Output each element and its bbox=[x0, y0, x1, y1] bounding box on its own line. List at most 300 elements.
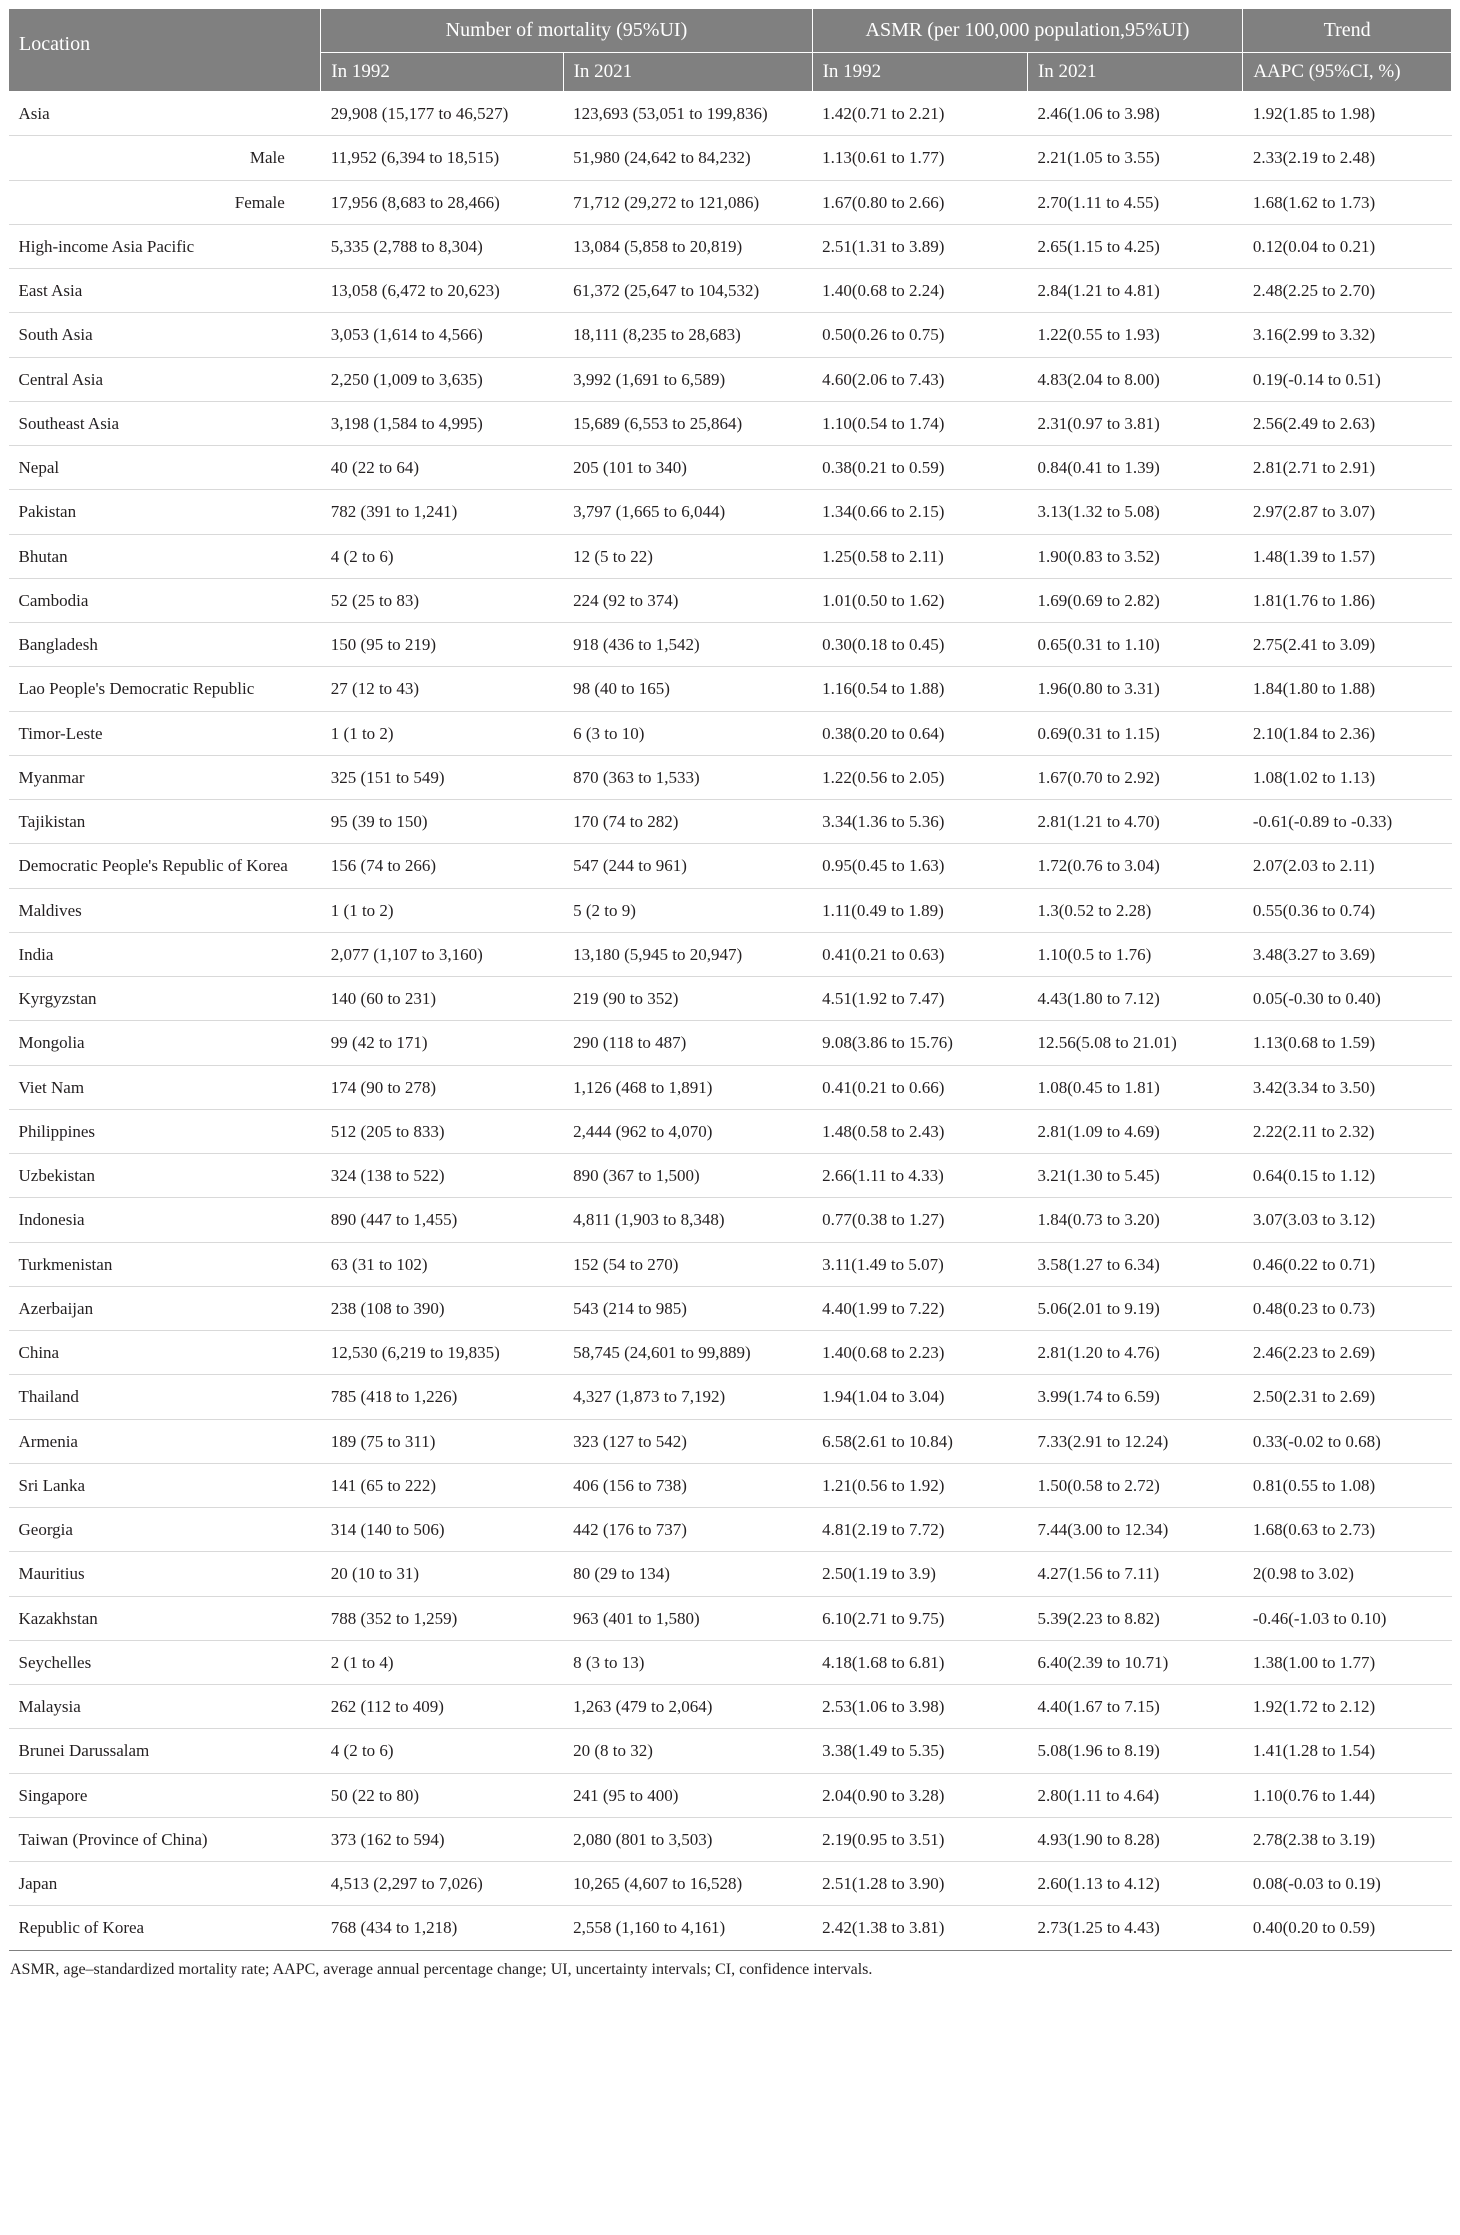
table-header-group-row bbox=[9, 9, 1452, 53]
row-number-1992: 63 (31 to 102) bbox=[321, 1242, 563, 1286]
row-number-1992: 324 (138 to 522) bbox=[321, 1154, 563, 1198]
row-asmr-2021: 1.3(0.52 to 2.28) bbox=[1027, 888, 1242, 932]
row-asmr-1992: 1.67(0.80 to 2.66) bbox=[812, 180, 1027, 224]
row-location: Democratic People's Republic of Korea bbox=[9, 844, 321, 888]
row-number-2021: 963 (401 to 1,580) bbox=[563, 1596, 812, 1640]
row-asmr-1992: 0.41(0.21 to 0.66) bbox=[812, 1065, 1027, 1109]
row-number-1992: 2,250 (1,009 to 3,635) bbox=[321, 357, 563, 401]
header-group-trend: Trend bbox=[1243, 9, 1452, 53]
row-location: Nepal bbox=[9, 446, 321, 490]
row-number-2021: 4,327 (1,873 to 7,192) bbox=[563, 1375, 812, 1419]
row-aapc: 0.55(0.36 to 0.74) bbox=[1243, 888, 1452, 932]
table-footnote: ASMR, age–standardized mortality rate; AAPC, average annual percentage change; UI, uncertainty intervals; CI, confidence intervals. bbox=[10, 1960, 873, 1978]
row-asmr-2021: 7.33(2.91 to 12.24) bbox=[1027, 1419, 1242, 1463]
row-aapc: 2.78(2.38 to 3.19) bbox=[1243, 1817, 1452, 1861]
table-row bbox=[9, 977, 1452, 1021]
row-number-1992: 140 (60 to 231) bbox=[321, 977, 563, 1021]
row-asmr-1992: 1.94(1.04 to 3.04) bbox=[812, 1375, 1027, 1419]
row-location: India bbox=[9, 932, 321, 976]
row-number-2021: 323 (127 to 542) bbox=[563, 1419, 812, 1463]
row-asmr-2021: 3.99(1.74 to 6.59) bbox=[1027, 1375, 1242, 1419]
row-asmr-2021: 1.96(0.80 to 3.31) bbox=[1027, 667, 1242, 711]
row-aapc: 3.07(3.03 to 3.12) bbox=[1243, 1198, 1452, 1242]
row-number-2021: 4,811 (1,903 to 8,348) bbox=[563, 1198, 812, 1242]
row-number-2021: 2,080 (801 to 3,503) bbox=[563, 1817, 812, 1861]
row-location: Azerbaijan bbox=[9, 1286, 321, 1330]
row-aapc: 1.08(1.02 to 1.13) bbox=[1243, 755, 1452, 799]
row-asmr-2021: 1.72(0.76 to 3.04) bbox=[1027, 844, 1242, 888]
row-asmr-1992: 4.18(1.68 to 6.81) bbox=[812, 1640, 1027, 1684]
row-number-2021: 5 (2 to 9) bbox=[563, 888, 812, 932]
row-asmr-2021: 5.08(1.96 to 8.19) bbox=[1027, 1729, 1242, 1773]
row-asmr-1992: 3.34(1.36 to 5.36) bbox=[812, 800, 1027, 844]
row-number-2021: 71,712 (29,272 to 121,086) bbox=[563, 180, 812, 224]
row-aapc: 2.07(2.03 to 2.11) bbox=[1243, 844, 1452, 888]
row-asmr-1992: 1.11(0.49 to 1.89) bbox=[812, 888, 1027, 932]
row-asmr-2021: 1.69(0.69 to 2.82) bbox=[1027, 578, 1242, 622]
row-asmr-1992: 4.51(1.92 to 7.47) bbox=[812, 977, 1027, 1021]
table-row bbox=[9, 1817, 1452, 1861]
row-asmr-2021: 1.67(0.70 to 2.92) bbox=[1027, 755, 1242, 799]
row-asmr-1992: 2.50(1.19 to 3.9) bbox=[812, 1552, 1027, 1596]
row-location: Myanmar bbox=[9, 755, 321, 799]
row-number-1992: 768 (434 to 1,218) bbox=[321, 1906, 563, 1950]
row-number-1992: 238 (108 to 390) bbox=[321, 1286, 563, 1330]
row-number-2021: 20 (8 to 32) bbox=[563, 1729, 812, 1773]
row-aapc: 3.42(3.34 to 3.50) bbox=[1243, 1065, 1452, 1109]
row-number-1992: 27 (12 to 43) bbox=[321, 667, 563, 711]
row-number-2021: 3,797 (1,665 to 6,044) bbox=[563, 490, 812, 534]
row-number-2021: 543 (214 to 985) bbox=[563, 1286, 812, 1330]
row-location: High-income Asia Pacific bbox=[9, 224, 321, 268]
row-asmr-1992: 2.53(1.06 to 3.98) bbox=[812, 1685, 1027, 1729]
row-asmr-2021: 3.58(1.27 to 6.34) bbox=[1027, 1242, 1242, 1286]
table-row bbox=[9, 578, 1452, 622]
row-asmr-1992: 0.30(0.18 to 0.45) bbox=[812, 623, 1027, 667]
row-location: Japan bbox=[9, 1862, 321, 1906]
row-asmr-1992: 1.13(0.61 to 1.77) bbox=[812, 136, 1027, 180]
table-row bbox=[9, 844, 1452, 888]
row-location: Georgia bbox=[9, 1508, 321, 1552]
row-number-2021: 152 (54 to 270) bbox=[563, 1242, 812, 1286]
row-location: Mauritius bbox=[9, 1552, 321, 1596]
mortality-table bbox=[8, 8, 1452, 1951]
row-number-2021: 241 (95 to 400) bbox=[563, 1773, 812, 1817]
row-aapc: 1.81(1.76 to 1.86) bbox=[1243, 578, 1452, 622]
row-asmr-1992: 3.11(1.49 to 5.07) bbox=[812, 1242, 1027, 1286]
row-number-1992: 3,053 (1,614 to 4,566) bbox=[321, 313, 563, 357]
row-asmr-1992: 2.66(1.11 to 4.33) bbox=[812, 1154, 1027, 1198]
row-asmr-2021: 2.84(1.21 to 4.81) bbox=[1027, 269, 1242, 313]
row-location: Republic of Korea bbox=[9, 1906, 321, 1950]
row-aapc: -0.61(-0.89 to -0.33) bbox=[1243, 800, 1452, 844]
row-asmr-1992: 6.58(2.61 to 10.84) bbox=[812, 1419, 1027, 1463]
row-asmr-2021: 2.60(1.13 to 4.12) bbox=[1027, 1862, 1242, 1906]
row-number-2021: 18,111 (8,235 to 28,683) bbox=[563, 313, 812, 357]
row-aapc: 2.46(2.23 to 2.69) bbox=[1243, 1331, 1452, 1375]
table-row bbox=[9, 1596, 1452, 1640]
row-location: Armenia bbox=[9, 1419, 321, 1463]
row-aapc: 2.81(2.71 to 2.91) bbox=[1243, 446, 1452, 490]
row-location: Pakistan bbox=[9, 490, 321, 534]
row-number-1992: 50 (22 to 80) bbox=[321, 1773, 563, 1817]
row-number-2021: 1,126 (468 to 1,891) bbox=[563, 1065, 812, 1109]
row-number-2021: 13,084 (5,858 to 20,819) bbox=[563, 224, 812, 268]
row-aapc: 2(0.98 to 3.02) bbox=[1243, 1552, 1452, 1596]
row-number-1992: 785 (418 to 1,226) bbox=[321, 1375, 563, 1419]
table-row bbox=[9, 623, 1452, 667]
row-location: Viet Nam bbox=[9, 1065, 321, 1109]
row-number-2021: 870 (363 to 1,533) bbox=[563, 755, 812, 799]
row-number-1992: 20 (10 to 31) bbox=[321, 1552, 563, 1596]
row-asmr-2021: 3.13(1.32 to 5.08) bbox=[1027, 490, 1242, 534]
row-asmr-1992: 4.40(1.99 to 7.22) bbox=[812, 1286, 1027, 1330]
row-asmr-2021: 2.73(1.25 to 4.43) bbox=[1027, 1906, 1242, 1950]
row-aapc: 0.33(-0.02 to 0.68) bbox=[1243, 1419, 1452, 1463]
table-row bbox=[9, 1065, 1452, 1109]
row-number-1992: 4 (2 to 6) bbox=[321, 534, 563, 578]
table-row bbox=[9, 136, 1452, 180]
table-header bbox=[9, 9, 1452, 92]
row-aapc: 0.46(0.22 to 0.71) bbox=[1243, 1242, 1452, 1286]
row-number-1992: 5,335 (2,788 to 8,304) bbox=[321, 224, 563, 268]
table-row bbox=[9, 1331, 1452, 1375]
row-asmr-1992: 6.10(2.71 to 9.75) bbox=[812, 1596, 1027, 1640]
row-number-2021: 13,180 (5,945 to 20,947) bbox=[563, 932, 812, 976]
row-asmr-1992: 1.48(0.58 to 2.43) bbox=[812, 1109, 1027, 1153]
row-asmr-1992: 9.08(3.86 to 15.76) bbox=[812, 1021, 1027, 1065]
table-row bbox=[9, 1729, 1452, 1773]
row-number-1992: 3,198 (1,584 to 4,995) bbox=[321, 401, 563, 445]
row-number-2021: 80 (29 to 134) bbox=[563, 1552, 812, 1596]
row-aapc: 0.08(-0.03 to 0.19) bbox=[1243, 1862, 1452, 1906]
row-asmr-1992: 0.38(0.20 to 0.64) bbox=[812, 711, 1027, 755]
row-asmr-1992: 0.38(0.21 to 0.59) bbox=[812, 446, 1027, 490]
row-asmr-1992: 2.51(1.31 to 3.89) bbox=[812, 224, 1027, 268]
row-number-1992: 189 (75 to 311) bbox=[321, 1419, 563, 1463]
header-sub-number-1992: In 1992 bbox=[321, 53, 563, 92]
row-aapc: 2.56(2.49 to 2.63) bbox=[1243, 401, 1452, 445]
row-asmr-2021: 2.65(1.15 to 4.25) bbox=[1027, 224, 1242, 268]
row-aapc: 2.75(2.41 to 3.09) bbox=[1243, 623, 1452, 667]
row-aapc: 2.22(2.11 to 2.32) bbox=[1243, 1109, 1452, 1153]
table-row bbox=[9, 1021, 1452, 1065]
header-sub-aapc: AAPC (95%CI, %) bbox=[1243, 53, 1452, 92]
row-number-2021: 61,372 (25,647 to 104,532) bbox=[563, 269, 812, 313]
row-asmr-1992: 0.50(0.26 to 0.75) bbox=[812, 313, 1027, 357]
row-location: Bangladesh bbox=[9, 623, 321, 667]
row-aapc: 2.33(2.19 to 2.48) bbox=[1243, 136, 1452, 180]
row-aapc: 1.92(1.85 to 1.98) bbox=[1243, 92, 1452, 136]
row-number-1992: 156 (74 to 266) bbox=[321, 844, 563, 888]
row-asmr-1992: 0.95(0.45 to 1.63) bbox=[812, 844, 1027, 888]
row-location: Philippines bbox=[9, 1109, 321, 1153]
row-number-1992: 29,908 (15,177 to 46,527) bbox=[321, 92, 563, 136]
table-row bbox=[9, 1109, 1452, 1153]
row-asmr-2021: 2.70(1.11 to 4.55) bbox=[1027, 180, 1242, 224]
row-asmr-2021: 1.90(0.83 to 3.52) bbox=[1027, 534, 1242, 578]
row-asmr-1992: 0.77(0.38 to 1.27) bbox=[812, 1198, 1027, 1242]
row-asmr-2021: 12.56(5.08 to 21.01) bbox=[1027, 1021, 1242, 1065]
row-location: Maldives bbox=[9, 888, 321, 932]
header-group-number-of-mortality: Number of mortality (95%UI) bbox=[321, 9, 812, 53]
row-number-1992: 17,956 (8,683 to 28,466) bbox=[321, 180, 563, 224]
row-number-1992: 4 (2 to 6) bbox=[321, 1729, 563, 1773]
row-location: South Asia bbox=[9, 313, 321, 357]
row-number-2021: 890 (367 to 1,500) bbox=[563, 1154, 812, 1198]
row-asmr-2021: 5.39(2.23 to 8.82) bbox=[1027, 1596, 1242, 1640]
row-location: Central Asia bbox=[9, 357, 321, 401]
row-number-2021: 170 (74 to 282) bbox=[563, 800, 812, 844]
row-aapc: 1.68(1.62 to 1.73) bbox=[1243, 180, 1452, 224]
row-location: Indonesia bbox=[9, 1198, 321, 1242]
row-asmr-1992: 2.42(1.38 to 3.81) bbox=[812, 1906, 1027, 1950]
row-asmr-1992: 1.21(0.56 to 1.92) bbox=[812, 1463, 1027, 1507]
row-number-2021: 406 (156 to 738) bbox=[563, 1463, 812, 1507]
row-number-1992: 174 (90 to 278) bbox=[321, 1065, 563, 1109]
row-location: Turkmenistan bbox=[9, 1242, 321, 1286]
row-location: Asia bbox=[9, 92, 321, 136]
table-row bbox=[9, 1685, 1452, 1729]
row-number-2021: 123,693 (53,051 to 199,836) bbox=[563, 92, 812, 136]
row-aapc: 0.48(0.23 to 0.73) bbox=[1243, 1286, 1452, 1330]
row-aapc: 1.92(1.72 to 2.12) bbox=[1243, 1685, 1452, 1729]
header-group-asmr: ASMR (per 100,000 population,95%UI) bbox=[812, 9, 1243, 53]
row-asmr-2021: 2.80(1.11 to 4.64) bbox=[1027, 1773, 1242, 1817]
row-location: Cambodia bbox=[9, 578, 321, 622]
row-aapc: 2.50(2.31 to 2.69) bbox=[1243, 1375, 1452, 1419]
row-location: China bbox=[9, 1331, 321, 1375]
row-aapc: 1.41(1.28 to 1.54) bbox=[1243, 1729, 1452, 1773]
table-row bbox=[9, 1773, 1452, 1817]
row-asmr-1992: 1.34(0.66 to 2.15) bbox=[812, 490, 1027, 534]
row-number-1992: 782 (391 to 1,241) bbox=[321, 490, 563, 534]
row-number-2021: 8 (3 to 13) bbox=[563, 1640, 812, 1684]
row-asmr-2021: 4.27(1.56 to 7.11) bbox=[1027, 1552, 1242, 1596]
row-aapc: -0.46(-1.03 to 0.10) bbox=[1243, 1596, 1452, 1640]
row-location: Male bbox=[9, 136, 321, 180]
row-number-1992: 2,077 (1,107 to 3,160) bbox=[321, 932, 563, 976]
table-row bbox=[9, 667, 1452, 711]
table-row bbox=[9, 1552, 1452, 1596]
row-asmr-2021: 2.81(1.20 to 4.76) bbox=[1027, 1331, 1242, 1375]
row-number-2021: 547 (244 to 961) bbox=[563, 844, 812, 888]
row-asmr-2021: 6.40(2.39 to 10.71) bbox=[1027, 1640, 1242, 1684]
row-location: Brunei Darussalam bbox=[9, 1729, 321, 1773]
row-number-2021: 51,980 (24,642 to 84,232) bbox=[563, 136, 812, 180]
row-number-1992: 1 (1 to 2) bbox=[321, 888, 563, 932]
row-aapc: 1.10(0.76 to 1.44) bbox=[1243, 1773, 1452, 1817]
row-location: Southeast Asia bbox=[9, 401, 321, 445]
row-number-1992: 512 (205 to 833) bbox=[321, 1109, 563, 1153]
table-row bbox=[9, 1906, 1452, 1950]
table-row bbox=[9, 1154, 1452, 1198]
row-asmr-1992: 3.38(1.49 to 5.35) bbox=[812, 1729, 1027, 1773]
row-location: Bhutan bbox=[9, 534, 321, 578]
row-location: Lao People's Democratic Republic bbox=[9, 667, 321, 711]
row-number-1992: 373 (162 to 594) bbox=[321, 1817, 563, 1861]
row-location: East Asia bbox=[9, 269, 321, 313]
row-location: Sri Lanka bbox=[9, 1463, 321, 1507]
row-asmr-2021: 3.21(1.30 to 5.45) bbox=[1027, 1154, 1242, 1198]
row-asmr-2021: 0.65(0.31 to 1.10) bbox=[1027, 623, 1242, 667]
table-row bbox=[9, 1286, 1452, 1330]
row-asmr-2021: 2.46(1.06 to 3.98) bbox=[1027, 92, 1242, 136]
row-location: Mongolia bbox=[9, 1021, 321, 1065]
row-asmr-1992: 1.40(0.68 to 2.24) bbox=[812, 269, 1027, 313]
row-asmr-2021: 4.83(2.04 to 8.00) bbox=[1027, 357, 1242, 401]
table-row bbox=[9, 932, 1452, 976]
row-number-1992: 788 (352 to 1,259) bbox=[321, 1596, 563, 1640]
row-location: Singapore bbox=[9, 1773, 321, 1817]
row-asmr-2021: 5.06(2.01 to 9.19) bbox=[1027, 1286, 1242, 1330]
row-number-2021: 2,444 (962 to 4,070) bbox=[563, 1109, 812, 1153]
row-number-1992: 52 (25 to 83) bbox=[321, 578, 563, 622]
row-aapc: 0.81(0.55 to 1.08) bbox=[1243, 1463, 1452, 1507]
row-number-2021: 2,558 (1,160 to 4,161) bbox=[563, 1906, 812, 1950]
row-asmr-2021: 2.31(0.97 to 3.81) bbox=[1027, 401, 1242, 445]
row-asmr-1992: 1.42(0.71 to 2.21) bbox=[812, 92, 1027, 136]
row-location: Taiwan (Province of China) bbox=[9, 1817, 321, 1861]
row-asmr-2021: 2.81(1.09 to 4.69) bbox=[1027, 1109, 1242, 1153]
row-number-2021: 58,745 (24,601 to 99,889) bbox=[563, 1331, 812, 1375]
row-asmr-2021: 7.44(3.00 to 12.34) bbox=[1027, 1508, 1242, 1552]
row-asmr-2021: 1.84(0.73 to 3.20) bbox=[1027, 1198, 1242, 1242]
table-row bbox=[9, 313, 1452, 357]
row-number-1992: 11,952 (6,394 to 18,515) bbox=[321, 136, 563, 180]
row-number-1992: 2 (1 to 4) bbox=[321, 1640, 563, 1684]
row-asmr-2021: 1.08(0.45 to 1.81) bbox=[1027, 1065, 1242, 1109]
row-location: Malaysia bbox=[9, 1685, 321, 1729]
table-row bbox=[9, 1463, 1452, 1507]
row-aapc: 2.97(2.87 to 3.07) bbox=[1243, 490, 1452, 534]
row-aapc: 2.10(1.84 to 2.36) bbox=[1243, 711, 1452, 755]
row-number-1992: 4,513 (2,297 to 7,026) bbox=[321, 1862, 563, 1906]
row-number-1992: 262 (112 to 409) bbox=[321, 1685, 563, 1729]
table-row bbox=[9, 401, 1452, 445]
table-row bbox=[9, 357, 1452, 401]
row-asmr-2021: 2.21(1.05 to 3.55) bbox=[1027, 136, 1242, 180]
row-number-1992: 13,058 (6,472 to 20,623) bbox=[321, 269, 563, 313]
row-number-2021: 3,992 (1,691 to 6,589) bbox=[563, 357, 812, 401]
row-asmr-2021: 1.22(0.55 to 1.93) bbox=[1027, 313, 1242, 357]
table-row bbox=[9, 446, 1452, 490]
row-number-2021: 15,689 (6,553 to 25,864) bbox=[563, 401, 812, 445]
row-aapc: 0.40(0.20 to 0.59) bbox=[1243, 1906, 1452, 1950]
row-location: Timor-Leste bbox=[9, 711, 321, 755]
row-number-2021: 10,265 (4,607 to 16,528) bbox=[563, 1862, 812, 1906]
row-aapc: 3.16(2.99 to 3.32) bbox=[1243, 313, 1452, 357]
row-location: Female bbox=[9, 180, 321, 224]
row-number-1992: 40 (22 to 64) bbox=[321, 446, 563, 490]
header-sub-asmr-1992: In 1992 bbox=[812, 53, 1027, 92]
row-asmr-2021: 1.50(0.58 to 2.72) bbox=[1027, 1463, 1242, 1507]
row-number-2021: 918 (436 to 1,542) bbox=[563, 623, 812, 667]
table-row bbox=[9, 224, 1452, 268]
row-aapc: 3.48(3.27 to 3.69) bbox=[1243, 932, 1452, 976]
row-asmr-1992: 4.81(2.19 to 7.72) bbox=[812, 1508, 1027, 1552]
table-row bbox=[9, 92, 1452, 136]
row-number-1992: 95 (39 to 150) bbox=[321, 800, 563, 844]
row-number-1992: 890 (447 to 1,455) bbox=[321, 1198, 563, 1242]
row-number-1992: 99 (42 to 171) bbox=[321, 1021, 563, 1065]
row-aapc: 0.12(0.04 to 0.21) bbox=[1243, 224, 1452, 268]
row-asmr-1992: 1.16(0.54 to 1.88) bbox=[812, 667, 1027, 711]
header-sub-asmr-2021: In 2021 bbox=[1027, 53, 1242, 92]
table-row bbox=[9, 1242, 1452, 1286]
row-asmr-1992: 2.51(1.28 to 3.90) bbox=[812, 1862, 1027, 1906]
row-number-2021: 224 (92 to 374) bbox=[563, 578, 812, 622]
row-aapc: 2.48(2.25 to 2.70) bbox=[1243, 269, 1452, 313]
table-row bbox=[9, 1508, 1452, 1552]
row-asmr-2021: 2.81(1.21 to 4.70) bbox=[1027, 800, 1242, 844]
table-body bbox=[9, 92, 1452, 1951]
row-asmr-2021: 4.43(1.80 to 7.12) bbox=[1027, 977, 1242, 1021]
row-aapc: 1.38(1.00 to 1.77) bbox=[1243, 1640, 1452, 1684]
table-row bbox=[9, 755, 1452, 799]
table-row bbox=[9, 490, 1452, 534]
row-number-1992: 12,530 (6,219 to 19,835) bbox=[321, 1331, 563, 1375]
row-number-2021: 290 (118 to 487) bbox=[563, 1021, 812, 1065]
row-asmr-1992: 2.19(0.95 to 3.51) bbox=[812, 1817, 1027, 1861]
table-row bbox=[9, 1640, 1452, 1684]
row-aapc: 0.64(0.15 to 1.12) bbox=[1243, 1154, 1452, 1198]
row-number-2021: 1,263 (479 to 2,064) bbox=[563, 1685, 812, 1729]
row-aapc: 1.84(1.80 to 1.88) bbox=[1243, 667, 1452, 711]
table-row bbox=[9, 1375, 1452, 1419]
row-location: Kazakhstan bbox=[9, 1596, 321, 1640]
row-aapc: 0.19(-0.14 to 0.51) bbox=[1243, 357, 1452, 401]
table-row bbox=[9, 1862, 1452, 1906]
row-location: Thailand bbox=[9, 1375, 321, 1419]
table-row bbox=[9, 180, 1452, 224]
row-number-2021: 12 (5 to 22) bbox=[563, 534, 812, 578]
row-asmr-1992: 1.40(0.68 to 2.23) bbox=[812, 1331, 1027, 1375]
row-asmr-1992: 1.10(0.54 to 1.74) bbox=[812, 401, 1027, 445]
row-asmr-2021: 0.84(0.41 to 1.39) bbox=[1027, 446, 1242, 490]
row-asmr-1992: 1.22(0.56 to 2.05) bbox=[812, 755, 1027, 799]
table-row bbox=[9, 1419, 1452, 1463]
table-row bbox=[9, 1198, 1452, 1242]
row-number-2021: 219 (90 to 352) bbox=[563, 977, 812, 1021]
row-asmr-1992: 4.60(2.06 to 7.43) bbox=[812, 357, 1027, 401]
row-asmr-2021: 4.93(1.90 to 8.28) bbox=[1027, 1817, 1242, 1861]
row-aapc: 1.68(0.63 to 2.73) bbox=[1243, 1508, 1452, 1552]
row-asmr-1992: 1.01(0.50 to 1.62) bbox=[812, 578, 1027, 622]
row-number-1992: 314 (140 to 506) bbox=[321, 1508, 563, 1552]
table-row bbox=[9, 269, 1452, 313]
table-row bbox=[9, 888, 1452, 932]
table-row bbox=[9, 534, 1452, 578]
row-aapc: 1.48(1.39 to 1.57) bbox=[1243, 534, 1452, 578]
row-location: Uzbekistan bbox=[9, 1154, 321, 1198]
row-number-2021: 6 (3 to 10) bbox=[563, 711, 812, 755]
row-asmr-1992: 0.41(0.21 to 0.63) bbox=[812, 932, 1027, 976]
row-location: Kyrgyzstan bbox=[9, 977, 321, 1021]
header-location: Location bbox=[9, 9, 321, 92]
row-asmr-1992: 2.04(0.90 to 3.28) bbox=[812, 1773, 1027, 1817]
table-row bbox=[9, 800, 1452, 844]
row-aapc: 1.13(0.68 to 1.59) bbox=[1243, 1021, 1452, 1065]
row-asmr-2021: 4.40(1.67 to 7.15) bbox=[1027, 1685, 1242, 1729]
row-asmr-2021: 1.10(0.5 to 1.76) bbox=[1027, 932, 1242, 976]
row-location: Seychelles bbox=[9, 1640, 321, 1684]
table-row bbox=[9, 711, 1452, 755]
row-number-1992: 150 (95 to 219) bbox=[321, 623, 563, 667]
row-number-1992: 1 (1 to 2) bbox=[321, 711, 563, 755]
row-aapc: 0.05(-0.30 to 0.40) bbox=[1243, 977, 1452, 1021]
row-number-1992: 141 (65 to 222) bbox=[321, 1463, 563, 1507]
